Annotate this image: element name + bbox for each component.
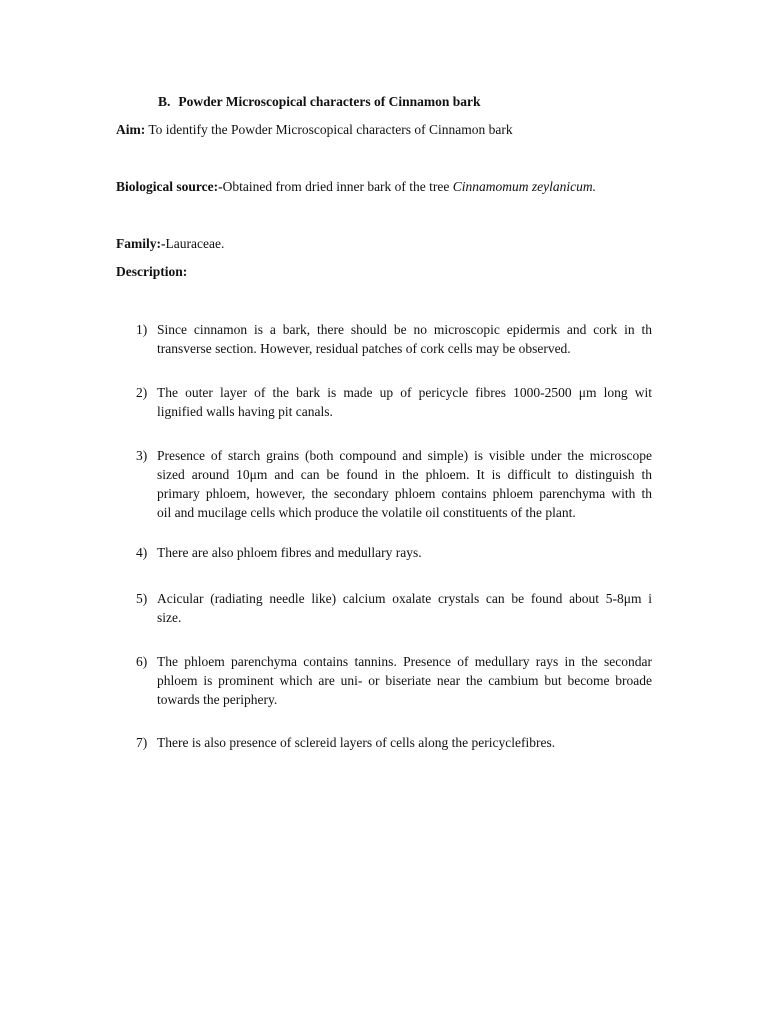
section-number: B. <box>158 94 171 109</box>
item-line: oil and mucilage cells which produce the volatile oil constituents of the plant. <box>157 505 576 520</box>
item-text <box>157 733 652 752</box>
family-text: Lauraceae. <box>165 236 225 251</box>
description-item-1 <box>136 320 652 358</box>
biological-source-label: Biological source:- <box>116 179 223 194</box>
item-number: 3) <box>136 448 148 463</box>
item-number: 5) <box>136 591 148 606</box>
item-line: The phloem parenchyma contains tannins. Presence of medullary rays in the secondar <box>157 654 652 669</box>
aim-text: To identify the Powder Microscopical characters of Cinnamon bark <box>145 122 513 137</box>
item-line: primary phloem, however, the secondary phloem contains phloem parenchyma with th <box>157 486 652 501</box>
description-item-2 <box>136 383 652 421</box>
family-line <box>116 236 224 252</box>
item-text <box>157 320 652 358</box>
item-line: Acicular (radiating needle like) calcium oxalate crystals can be found about 5-8μm i <box>157 591 652 606</box>
family-label: Family:- <box>116 236 166 251</box>
aim-label: Aim: <box>116 122 146 137</box>
item-line: lignified walls having pit canals. <box>157 404 333 419</box>
item-number: 1) <box>136 322 148 337</box>
item-number: 6) <box>136 654 148 669</box>
item-line: There is also presence of sclereid layers of cells along the pericyclefibres. <box>157 735 556 750</box>
biological-source-species: Cinnamomum zeylanicum. <box>452 179 597 194</box>
item-text <box>157 652 652 709</box>
item-line: Presence of starch grains (both compound and simple) is visible under the microscope <box>157 448 652 463</box>
item-line: There are also phloem fibres and medullary rays. <box>157 545 422 560</box>
item-line: The outer layer of the bark is made up of pericycle fibres 1000-2500 μm long wit <box>157 385 652 400</box>
item-text <box>157 383 652 421</box>
section-heading <box>158 94 480 110</box>
item-line: size. <box>157 610 182 625</box>
description-item-5 <box>136 589 652 627</box>
item-text <box>157 446 652 522</box>
item-number: 4) <box>136 545 148 560</box>
item-text <box>157 589 652 627</box>
item-number: 2) <box>136 385 148 400</box>
item-line: sized around 10μm and can be found in the phloem. It is difficult to distinguish th <box>157 467 652 482</box>
section-title: Powder Microscopical characters of Cinnamon bark <box>178 94 481 109</box>
description-heading: Description: <box>116 264 188 279</box>
item-text <box>157 543 652 562</box>
description-item-7 <box>136 733 652 752</box>
description-item-4 <box>136 543 652 562</box>
item-number: 7) <box>136 735 148 750</box>
aim-line <box>116 122 513 138</box>
biological-source-line <box>116 179 596 195</box>
item-line: transverse section. However, residual patches of cork cells may be observed. <box>157 341 571 356</box>
item-line: towards the periphery. <box>157 692 278 707</box>
description-item-3 <box>136 446 652 522</box>
biological-source-text: Obtained from dried inner bark of the tree <box>222 179 453 194</box>
item-line: phloem is prominent which are uni- or biseriate near the cambium but become broade <box>157 673 652 688</box>
item-line: Since cinnamon is a bark, there should be no microscopic epidermis and cork in th <box>157 322 652 337</box>
description-item-6 <box>136 652 652 709</box>
